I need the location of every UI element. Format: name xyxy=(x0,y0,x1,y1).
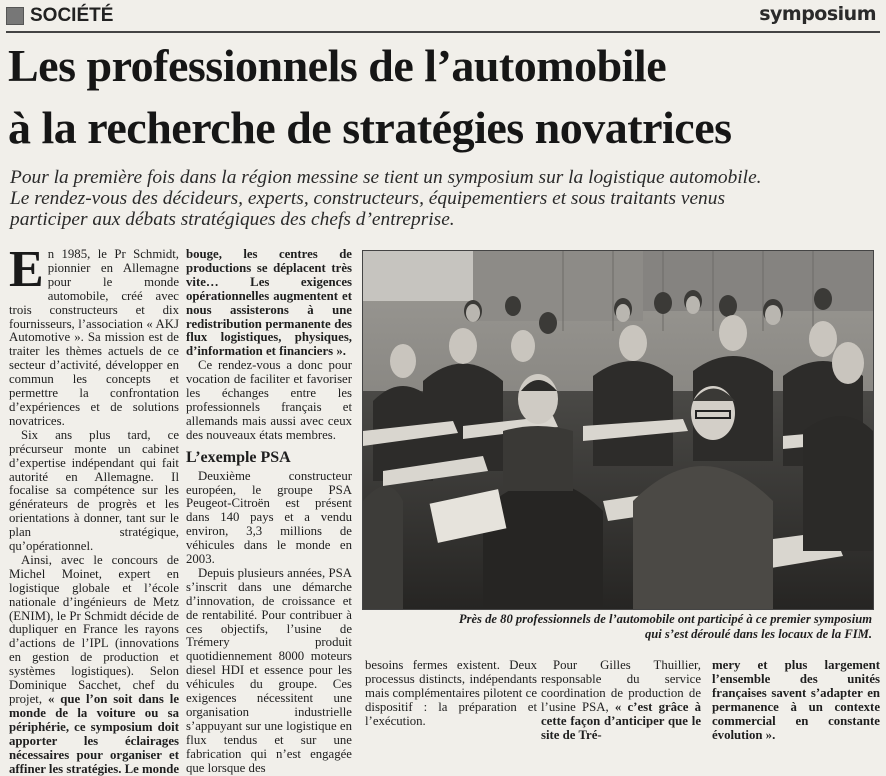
article-column-4 xyxy=(541,659,701,742)
caption-line-1: Près de 80 professionnels de l’automobile ont participé à ce premier symposium xyxy=(458,612,872,626)
section-label: SOCIÉTÉ xyxy=(30,5,114,26)
square-icon xyxy=(6,7,24,25)
paragraph: Depuis plusieurs années, PSA s’inscrit dans une démarche d’innovation, de croissance et de rentabilité. Pour contribuer à ces objectifs, l’usine de Trémery produit quotidiennement 8000 moteurs diesel HDI et essence pour les véhicules du groupe. Ces exigences nécessitent une organisation industrielle s’appuyant sur une logistique en flux tendus et sur une fabrication qui n’est engagée que lorsque des xyxy=(186,565,352,775)
audience-illustration xyxy=(363,251,873,609)
paragraph-text: Pour Gilles Thuillier, responsable du service coordination de production de l’usine PSA, xyxy=(541,658,701,714)
article-column-3 xyxy=(365,659,537,729)
lede xyxy=(10,167,880,230)
section-rubric xyxy=(6,4,113,28)
headline-line-1: Les professionnels de l’automobile xyxy=(8,40,667,91)
paragraph: besoins fermes existent. Deux processus distincts, indépendants mais complémentaires pilotent ce dispositif : la préparation et l’exécution. xyxy=(365,658,537,728)
lede-line-3: participer aux débats stratégiques des chefs d’entreprise. xyxy=(10,209,455,230)
paragraph-text: Ainsi, avec le concours de Michel Moinet, expert en logistique globale et l’école nationale d’ingénieurs de Metz (ENIM), le Pr Schmidt décide de dupliquer en France les rayons d’actions de l’IPL (innovations en gestion de production et systèmes logistiques). Selon Dominique Sacchet, chef du projet, xyxy=(9,552,179,706)
article-column-2 xyxy=(186,248,352,776)
subheading: L’exemple PSA xyxy=(186,448,291,466)
paragraph xyxy=(9,241,179,429)
caption-line-2: qui s’est déroulé dans les locaux de la FIM. xyxy=(644,627,872,641)
article-column-1 xyxy=(9,241,179,776)
article-column-5 xyxy=(712,659,880,742)
quote-continuation: bouge, les centres de productions se déplacent très vite… Les exigences opérationnelles augmentent et nous assisterons à une redistribution permanente des flux logistiques, physiques, d’information et financiers ». xyxy=(186,247,352,359)
drop-cap: E xyxy=(9,241,44,298)
headline-line-2: à la recherche de stratégies novatrices xyxy=(8,102,732,153)
paragraph: Deuxième constructeur européen, le groupe PSA Peugeot-Citroën est présent dans 140 pays et a vendu environ, 3,3 millions de véhicules dans le monde en 2003. xyxy=(186,468,352,567)
lede-line-2: Le rendez-vous des décideurs, experts, constructeurs, équipementiers et sous traitants venus xyxy=(10,188,725,209)
quote-text: « que l’on soit dans le monde de la voiture ou sa périphérie, ce symposium doit apporter les éclairages nécessaires pour organiser et affiner les stratégies. Le monde xyxy=(9,692,179,776)
paragraph xyxy=(9,554,179,776)
paragraph: Six ans plus tard, ce précurseur monte un cabinet d’expertise indépendant qui fait autorité en Allemagne. Il focalise sa compétence sur les générateurs de progrès et les orientations à donner, tant sur le plan stratégique, qu’opérationnel. xyxy=(9,427,179,554)
section-tag: symposium xyxy=(759,3,876,25)
quote-continuation: mery et plus largement l’ensemble des unités françaises savent s’adapter en permanence à un contexte commercial en constante évolution ». xyxy=(712,658,880,742)
photo-caption xyxy=(362,612,872,642)
conference-photo xyxy=(362,250,874,610)
paragraph-text: n 1985, le Pr Schmidt, pionnier en Allemagne pour le monde automobile, créé avec trois constructeurs et dix fournisseurs, l’association « AKJ Automotive ». Sa mission est de traiter les thèmes actuels de ce secteur d’activité, développer en commun les concepts et permettre la confrontation d’expériences et de solutions novatrices. xyxy=(9,247,179,428)
paragraph xyxy=(541,659,701,742)
lede-line-1: Pour la première fois dans la région messine se tient un symposium sur la logistique automobile. xyxy=(10,167,762,188)
header-divider xyxy=(6,31,880,33)
quote-text: « c’est grâce à cette façon d’anticiper que le site de Tré- xyxy=(541,699,701,742)
paragraph: Ce rendez-vous a donc pour vocation de faciliter et favoriser les échanges entre les professionnels français et allemands mais aussi avec ceux des nouveaux états membres. xyxy=(186,358,352,442)
